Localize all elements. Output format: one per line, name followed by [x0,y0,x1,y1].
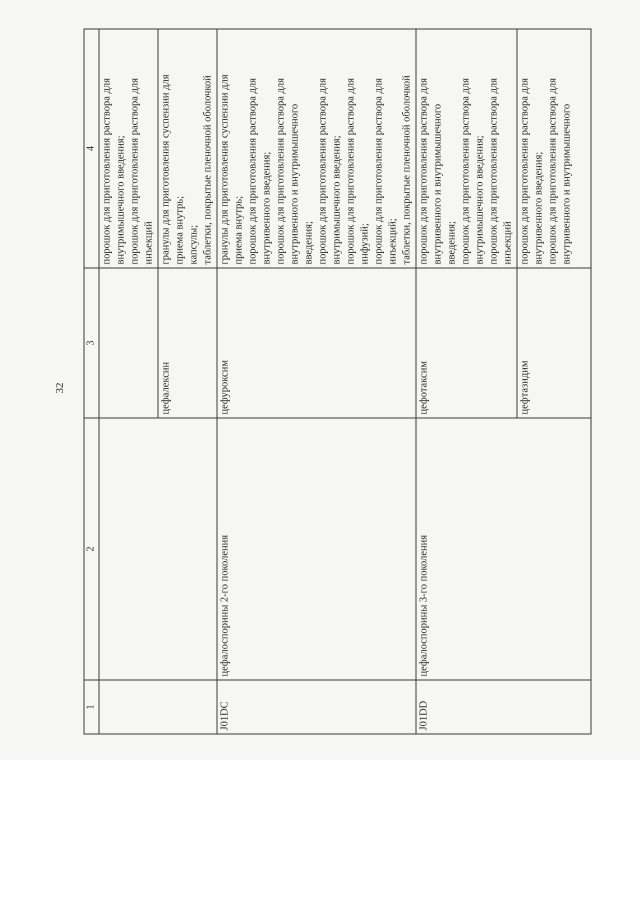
dosage-form-line: внутримышечного введения; [115,135,127,265]
dosage-form-line: порошок для приготовления раствора для [418,78,430,265]
column-header: 3 [84,268,99,418]
dosage-form-line: внутримышечного введения; [331,135,343,265]
dosage-form-line: инъекций [502,221,514,265]
dosage-form-line: гранулы для приготовления суспензии для [160,74,172,265]
atc-code-cell: J01DD [416,680,591,734]
table-cell [99,418,217,680]
dosage-form-line: инфузий; [359,223,371,265]
dosage-form-line: приема внутрь; [174,195,186,265]
column-header: 2 [84,418,99,680]
table-row-continued-forms [99,29,158,734]
dosage-form-line: порошок для приготовления раствора для [101,78,113,265]
dosage-form-line: таблетки, покрытые пленочной оболочкой [401,75,413,265]
dosage-forms-cell [517,29,591,268]
dosage-form-line: порошок для приготовления раствора для [317,78,329,265]
dosage-form-line: инъекций [143,221,155,265]
dosage-form-line: порошок для приготовления раствора для [247,78,259,265]
dosage-form-line: внутривенного и внутримышечного [432,103,444,265]
group-name-cell: цефалоспорины 2-го поколения [217,418,416,680]
dosage-forms-cell [217,29,416,268]
table-row-j01dc [217,29,416,734]
dosage-form-line: гранулы для приготовления суспензии для [219,74,231,265]
dosage-form-line: введения; [303,221,315,265]
table-header-row [84,29,99,734]
column-header: 4 [84,29,99,268]
drug-name-cell: цефтазидим [517,268,591,418]
dosage-form-line: порошок для приготовления раствора для [373,78,385,265]
dosage-form-line: капсулы; [188,224,200,265]
table-cell [99,680,217,734]
drug-name-cell: цефотаксим [416,268,517,418]
table-cell [99,268,158,418]
dosage-form-line: внутримышечного введения; [474,135,486,265]
dosage-form-line: порошок для приготовления раствора для [275,78,287,265]
dosage-form-line: порошок для приготовления раствора для [345,78,357,265]
dosage-form-line: порошок для приготовления раствора для [129,78,141,265]
dosage-form-line: внутривенного введения; [261,151,273,265]
dosage-form-line: порошок для приготовления раствора для [547,78,559,265]
dosage-form-line: таблетки, покрытые пленочной оболочкой [202,75,214,265]
column-header: 1 [84,680,99,734]
dosage-form-line: порошок для приготовления раствора для [460,78,472,265]
dosage-form-line: порошок для приготовления раствора для [488,78,500,265]
rotated-table-region [84,30,573,735]
dosage-form-line: внутривенного и внутримышечного [561,103,573,265]
dosage-form-line: приема внутрь; [233,195,245,265]
drug-name-cell: цефуроксим [217,268,416,418]
dosage-form-line: введения; [446,221,458,265]
dosage-forms-cell [158,29,217,268]
dosage-form-line: внутривенного и внутримышечного [289,103,301,265]
dosage-form-line: внутривенного введения; [533,151,545,265]
dosage-forms-cell [416,29,517,268]
dosage-form-line: порошок для приготовления раствора для [519,78,531,265]
dosage-form-line: инъекций; [387,218,399,265]
dosage-forms-cell [99,29,158,268]
drug-table [84,29,592,735]
group-name-cell: цефалоспорины 3-го поколения [416,418,591,680]
table-row-j01dd-cefotaxime [416,29,517,734]
atc-code-cell: J01DC [217,680,416,734]
drug-name-cell: цефалексин [158,268,217,418]
page-number: 32 [54,382,66,394]
